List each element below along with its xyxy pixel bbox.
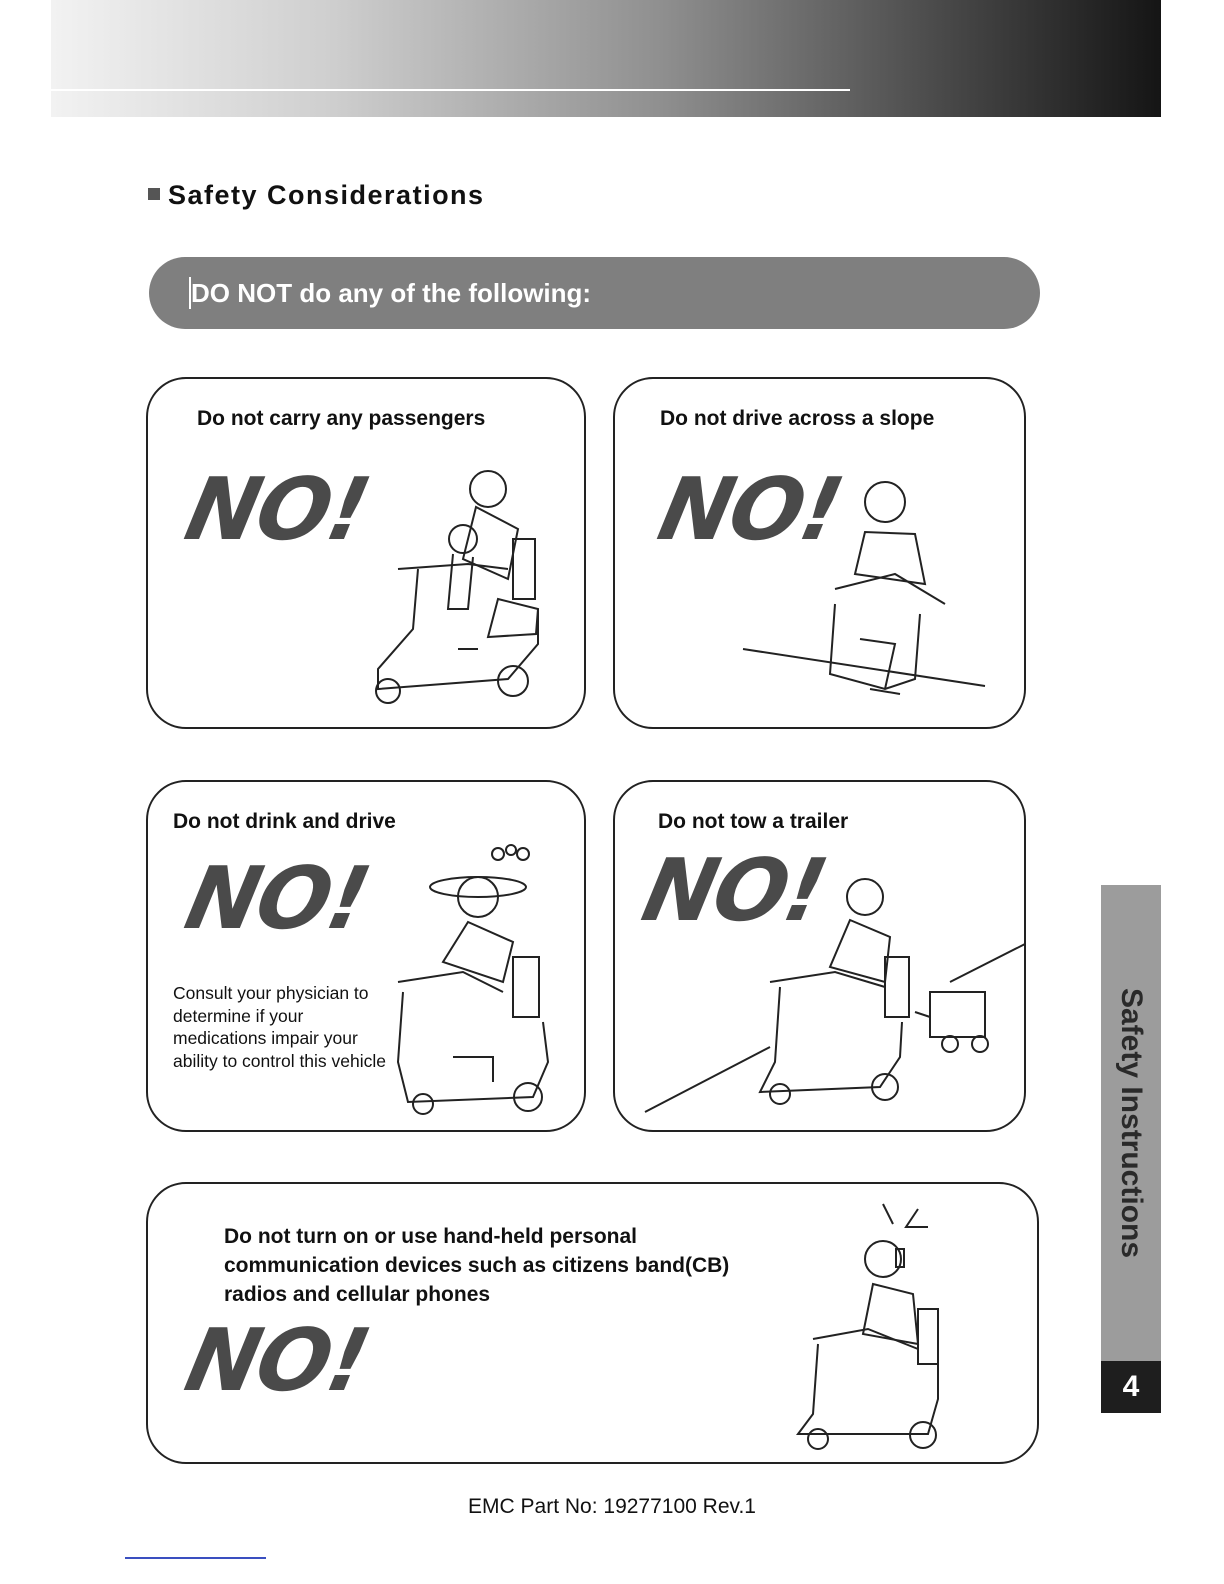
no-mark: NO! xyxy=(177,849,377,949)
note-line: determine if your xyxy=(173,1005,304,1026)
scooter-slope-illustration xyxy=(735,464,995,709)
page-number: 4 xyxy=(1101,1361,1161,1413)
side-tab-text: Safety Instructions xyxy=(1115,987,1148,1259)
note-line: Consult your physician to xyxy=(173,983,369,1003)
banner-text: DO NOT do any of the following: xyxy=(191,278,592,308)
card-title: Do not tow a trailer xyxy=(658,810,849,833)
no-mark: NO! xyxy=(650,460,850,560)
card-no-passengers xyxy=(146,377,586,729)
scooter-trailer-illustration xyxy=(640,872,1025,1122)
card-title-line: Do not turn on or use hand-held personal xyxy=(224,1225,637,1248)
scooter-dizzy-illustration xyxy=(383,842,563,1122)
bullet-square-icon xyxy=(148,188,160,200)
footer-rule xyxy=(125,1557,266,1559)
banner-caret xyxy=(189,277,191,309)
card-no-trailer xyxy=(613,780,1026,1132)
scooter-phone-illustration xyxy=(788,1199,963,1459)
no-mark: NO! xyxy=(177,1311,377,1411)
physician-note xyxy=(173,982,386,1072)
footer-part-number: EMC Part No: 19277100 Rev.1 xyxy=(468,1495,756,1518)
card-title-line: communication devices such as citizens band(CB) xyxy=(224,1254,730,1277)
no-mark: NO! xyxy=(177,460,377,560)
card-title: Do not drive across a slope xyxy=(660,407,935,430)
card-title: Do not drink and drive xyxy=(173,810,396,833)
side-tab-label xyxy=(1101,885,1161,1361)
card-no-slope xyxy=(613,377,1026,729)
card-title-line: radios and cellular phones xyxy=(224,1283,491,1306)
note-line: medications impair your xyxy=(173,1028,358,1048)
card-title: Do not carry any passengers xyxy=(197,407,486,430)
card-no-drink-drive xyxy=(146,780,586,1132)
header-band xyxy=(51,0,1161,117)
no-mark: NO! xyxy=(634,841,834,941)
header-rule xyxy=(51,89,850,91)
section-title xyxy=(148,180,485,211)
warning-banner xyxy=(149,257,1040,329)
card-no-handheld-devices xyxy=(146,1182,1039,1464)
scooter-passenger-illustration xyxy=(358,459,558,714)
section-title-text: Safety Considerations xyxy=(168,180,485,210)
note-line: ability to control this vehicle xyxy=(173,1050,387,1071)
